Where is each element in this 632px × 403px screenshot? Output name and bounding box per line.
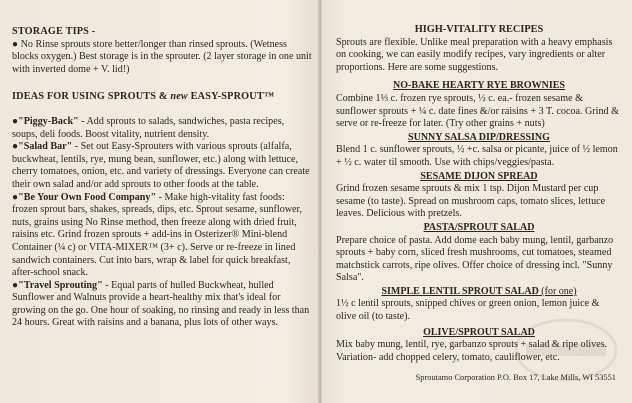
recipe-title: OLIVE/SPROUT SALAD — [423, 326, 535, 338]
recipe-text: Prepare choice of pasta. Add dome each baby mung, lentil, garbanzo sprouts + baby corn, sliced fresh mushrooms, cut tomatoes, steamed matchstick carrots, ripe olives. Offer choice of dressing incl. "Sunny Salsa". — [336, 234, 614, 284]
bullet-icon: ● — [12, 115, 19, 127]
bullet-icon: ● — [12, 38, 19, 50]
recipe-title-suffix: (for one) — [538, 285, 577, 297]
idea-piggy-back — [12, 116, 312, 141]
idea-travel-sprouting — [12, 280, 312, 330]
bullet-icon: ● — [12, 141, 19, 153]
ideas-heading-product: EASY-SPROUT™ — [187, 91, 275, 103]
right-page — [322, 0, 632, 403]
recipe-text: Grind frozen sesame sprouts & mix 1 tsp. Dijon Mustard per cup sesame (to taste). Spread on mushroom caps, tomato slices, lettuce leaves. Delicious with pretzels. — [336, 183, 606, 220]
idea-title: "Be Your Own Food Company" — [18, 191, 157, 203]
recipes-heading: HIGH-VITALITY RECIPES — [414, 24, 544, 35]
bullet-icon: ● — [12, 191, 19, 203]
ideas-heading — [12, 91, 312, 104]
recipe-text: Mix baby mung, lentil, rye, garbanzo sprouts + salad & ripe olives. Variation- add chopped celery, tomato, cauliflower, etc. — [336, 339, 608, 363]
recipes-intro: Sprouts are flexible. Unlike meal preparation with a heavy emphasis on cooking, we can easily modify recipes, vary ingredients or alter proportions. Here are some suggestions. — [336, 36, 613, 73]
idea-text: - Make high-vitality fast foods: frozen sprout bars, shakes, spreads, dips, etc. Sprout sesame, sunflower, nuts, grains using No Rinse method, then freeze along with dried fruit, raisins etc. Grind frozen sprouts + add-ins in Osterizer® Mini-blend Container (¼ c) or VITA-MIXER™ (3+ c). Serve or re-freeze in lined sandwich containers. Cut into bars, wrap & label for quick breakfast, after-school snack. — [12, 191, 303, 279]
recipe-title: PASTA/SPROUT SALAD — [423, 221, 535, 233]
recipe-title: NO-BAKE HEARTY RYE BROWNIES — [392, 80, 565, 92]
recipe-text: 1½ c lentil sprouts, snipped chives or green onion, lemon juice & olive oil (to taste). — [336, 298, 600, 323]
recipe-title: SIMPLE LENTIL SPROUT SALAD — [381, 285, 539, 297]
company-address: Sproutamo Corporation P.O. Box 17, Lake Mills, WI 53551 — [415, 373, 616, 383]
ideas-heading-part: IDEAS FOR USING SPROUTS & — [12, 91, 171, 103]
recipe-text: Combine 1⅓ c. frozen rye sprouts, ½ c. ea.- frozen sesame & sunflower sprouts + ¼ c. date fines &/or raisins + 3 T. cocoa. Grind & serve or re-freeze for later. (Try other grains + nuts) — [336, 92, 619, 130]
ideas-heading-new: new — [170, 91, 188, 103]
bullet-icon: ● — [12, 279, 19, 291]
idea-title: "Travel Sprouting" — [18, 279, 103, 291]
recipe-text: Blend 1 c. sunflower sprouts, ½ +c. salsa or picante, juice of ½ lemon + ½ c. water til smooth. Use with chips/veggies/pasta. — [336, 144, 618, 168]
idea-text: - Set out Easy-Sprouters with various sprouts (alfalfa, buckwheat, lentils, rye, mung bean, sunflower, etc.) along with lettuce, cherry tomatoes, onion, etc. and variety of dressings. Everyone can create their own salad and/or add sprouts to other foods at the table. — [12, 141, 310, 190]
idea-title: "Salad Bar" — [18, 141, 73, 153]
storage-tips-heading: STORAGE TIPS - — [12, 26, 96, 37]
idea-food-company — [12, 192, 312, 280]
idea-salad-bar — [12, 141, 312, 191]
idea-text: - Equal parts of hulled Buckwheat, hulled Sunflower and Walnuts provide a heart-healthy mix that's ideal for growing on the go. One hour of soaking, no rinsing and ready in less than 24 hours. Great with raisins and a banana, plus lots of other ways. — [12, 279, 310, 329]
recipe-title-lentil — [336, 286, 622, 299]
recipe-title: SESAME DIJON SPREAD — [420, 170, 538, 182]
idea-title: "Piggy-Back" — [18, 115, 79, 127]
recipe-title: SUNNY SALSA DIP/DRESSING — [408, 131, 550, 143]
storage-tip-text: No Rinse sprouts store better/longer than rinsed sprouts. (Wetness blocks oxygen.) Best storage is in the sprouter. (2 layer storage in one unit with inverted dome + V. lid!) — [12, 38, 312, 75]
storage-tip — [12, 39, 312, 77]
idea-text: - Add sprouts to salads, sandwiches, pasta recipes, soups, deli foods. Boost vitality, nutrient density. — [12, 115, 285, 140]
